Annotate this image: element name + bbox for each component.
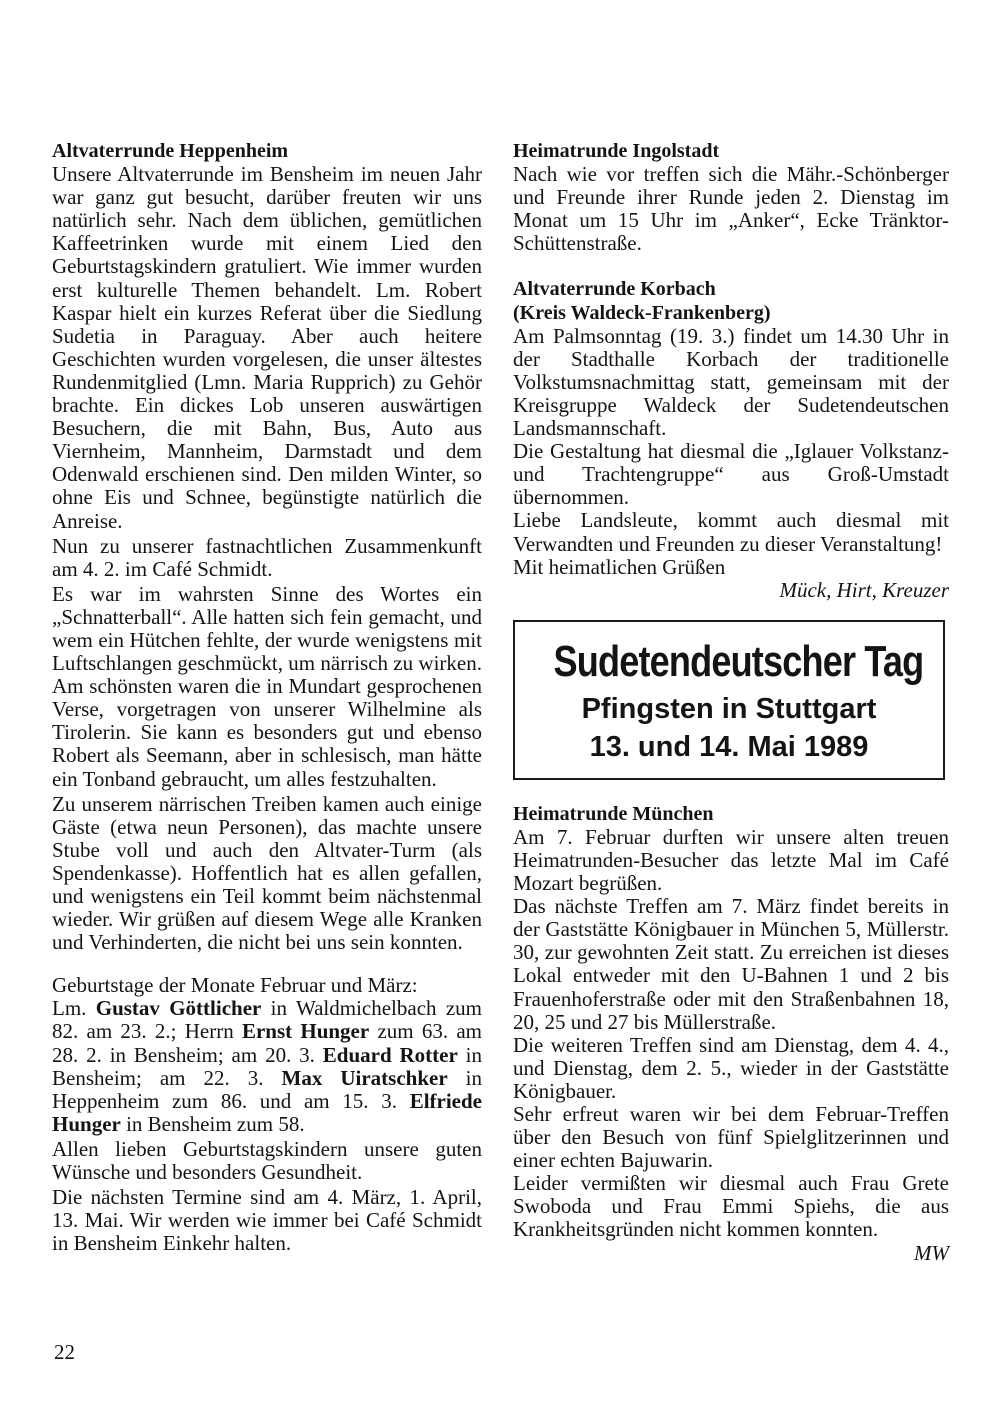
event-banner bbox=[513, 620, 945, 780]
text-segment: Lm. bbox=[52, 996, 96, 1021]
birthday-intro: Geburtstage der Monate Februar und März: bbox=[52, 973, 418, 998]
paragraph: Am 7. Februar durften wir unsere alten treuen Heimatrunden-Besucher das letzte Mal im Café Mozart begrüßen. bbox=[513, 824, 949, 896]
paragraph: Die weiteren Treffen sind am Dienstag, dem 4. 4., und Dienstag, dem 2. 5., wieder in der Gaststätte Königbauer. bbox=[513, 1032, 949, 1103]
article-muenchen bbox=[513, 803, 949, 1265]
signature-korbach: Mück, Hirt, Kreuzer bbox=[779, 577, 949, 602]
heading-muenchen: Heimatrunde München bbox=[513, 802, 714, 825]
heading-ingolstadt: Heimatrunde Ingolstadt bbox=[513, 140, 720, 162]
birthday-name: Max Uiratschker bbox=[281, 1065, 448, 1090]
paragraph: Mit heimatlichen Grüßen bbox=[513, 554, 726, 579]
paragraph: Nun zu unserer fastnachtlichen Zusammenkunft am 4. 2. im Café Schmidt. bbox=[52, 533, 482, 581]
paragraph: Nach wie vor treffen sich die Mähr.-Schönberger und Freunde ihrer Runde jeden 2. Dienstag im Monat um 15 Uhr im „Anker“, Ecke Tränktor-Schüttenstraße. bbox=[513, 162, 949, 256]
paragraph: Das nächste Treffen am 7. März findet bereits in der Gaststätte Königbauer in München 5, Müllerstr. 30, zur gewohnten Zeit statt. Zu erreichen ist dieses Lokal entweder mit den U-Bahnen 1 und 2 bis Frauenhoferstraße oder mit den Straßenbahnen 18, 20, 25 und 27 bis Müllerstraße. bbox=[513, 894, 949, 1034]
text-segment: in Bensheim zum 58. bbox=[120, 1111, 305, 1136]
banner-subtitle: Pfingsten in Stuttgart bbox=[581, 692, 877, 725]
text-segment: zum 63. am 28. 2. in Bensheim; am 20. 3. bbox=[52, 1019, 482, 1067]
paragraph: Allen lieben Geburtstagskindern unsere guten Wünsche und besonders Gesundheit. bbox=[52, 1136, 482, 1185]
text-segment: in Bensheim; am 22. 3. bbox=[52, 1042, 482, 1090]
birthday-name: Gustav Göttlicher bbox=[95, 996, 262, 1021]
birthday-name: Eduard Rotter bbox=[322, 1042, 458, 1067]
birthday-name: Ernst Hunger bbox=[241, 1019, 370, 1044]
paragraph: Sehr erfreut waren wir bei dem Februar-Treffen über den Besuch von fünf Spielglitzerinnen und einer echten Bajuwarin. bbox=[513, 1102, 949, 1173]
article-korbach bbox=[513, 278, 949, 601]
heading-korbach: Altvaterrunde Korbach bbox=[513, 278, 716, 301]
paragraph: Leider vermißten wir diesmal auch Frau Grete Swoboda und Frau Emmi Spiehs, die aus Krankheitsgründen nicht kommen konnten. bbox=[513, 1171, 949, 1242]
text-segment: in Heppenheim zum 86. und am 15. 3. bbox=[52, 1065, 482, 1113]
paragraph: Liebe Landsleute, kommt auch diesmal mit Verwandten und Freunden zu dieser Veranstaltung! bbox=[513, 508, 949, 556]
right-column bbox=[513, 140, 949, 1265]
banner-title: Sudetendeutscher Tag bbox=[553, 636, 924, 686]
paragraph: Die nächsten Termine sind am 4. März, 1. April, 13. Mai. Wir werden wie immer bei Café Schmidt in Bensheim Einkehr halten. bbox=[52, 1185, 482, 1256]
left-column bbox=[52, 140, 482, 1255]
text-segment: in Waldmichelbach zum 82. am 23. 2.; Herrn bbox=[52, 996, 482, 1044]
paragraph: Die Gestaltung hat diesmal die „Iglauer Volkstanz- und Trachtengruppe“ aus Groß-Umstadt übernommen. bbox=[513, 439, 949, 510]
heading-heppenheim: Altvaterrunde Heppenheim bbox=[52, 140, 289, 162]
article-ingolstadt bbox=[513, 140, 949, 255]
subheading-korbach: (Kreis Waldeck-Frankenberg) bbox=[513, 301, 771, 324]
article-heppenheim bbox=[52, 140, 482, 1255]
paragraph: Zu unserem närrischen Treiben kamen auch einige Gäste (etwa neun Personen), das machte unsere Stube voll und auch den Altvater-Turm (als Spendenkasse). Hoffentlich hat es allen gefallen, und wenigstens ein Teil kommt beim nächstenmal wieder. Wir grüßen auf diesem Wege alle Kranken und Verhinderten, die nicht bei uns sein konnten. bbox=[52, 791, 482, 955]
paragraph: Am Palmsonntag (19. 3.) findet um 14.30 Uhr in der Stadthalle Korbach der traditionelle Volkstumsnachmittag statt, gemeinsam mit der Kreisgruppe Waldeck der Sudetendeutschen Landsmannschaft. bbox=[513, 323, 949, 441]
signature-muenchen: MW bbox=[914, 1240, 949, 1265]
birthday-list bbox=[52, 997, 482, 1136]
banner-date: 13. und 14. Mai 1989 bbox=[589, 730, 869, 763]
page-number: 22 bbox=[54, 1340, 75, 1364]
birthday-name: Elfriede Hunger bbox=[52, 1088, 482, 1136]
paragraph: Es war im wahrsten Sinne des Wortes ein „Schnatterball“. Alle hatten sich fein gemacht, und wem ein Hütchen fehlte, der wurde wenigstens mit Luftschlangen geschmückt, um närrisch zu wirken. Am schönsten waren die in Mundart gesprochenen Verse, vorgetragen von unserer Wilhelmine als Tirolerin. Sie kann es besonders gut und ebenso Robert als Seemann, aber in schlesisch, man hätte ein Tonband gebraucht, um alles festzuhalten. bbox=[52, 581, 482, 791]
paragraph: Unsere Altvaterrunde im Bensheim im neuen Jahr war ganz gut besucht, darüber freuten wir uns natürlich sehr. Nach dem üblichen, gemütlichen Kaffeetrinken wurde mit einem Lied den Geburtstagskindern gratuliert. Wie immer wurden erst kulturelle Themen behandelt. Lm. Robert Kaspar hielt ein kurzes Referat über die Siedlung Sudetia in Paraguay. Aber auch heitere Geschichten wurden vorgelesen, die unser ältestes Rundenmitglied (Lmn. Maria Rupprich) zu Gehör brachte. Ein dickes Lob unseren auswärtigen Besuchern, die mit Bahn, Bus, Auto aus Viernheim, Mannheim, Darmstadt und dem Odenwald erschienen sind. Den milden Winter, so ohne Eis und Schnee, begünstigte natürlich die Anreise. bbox=[52, 162, 482, 533]
